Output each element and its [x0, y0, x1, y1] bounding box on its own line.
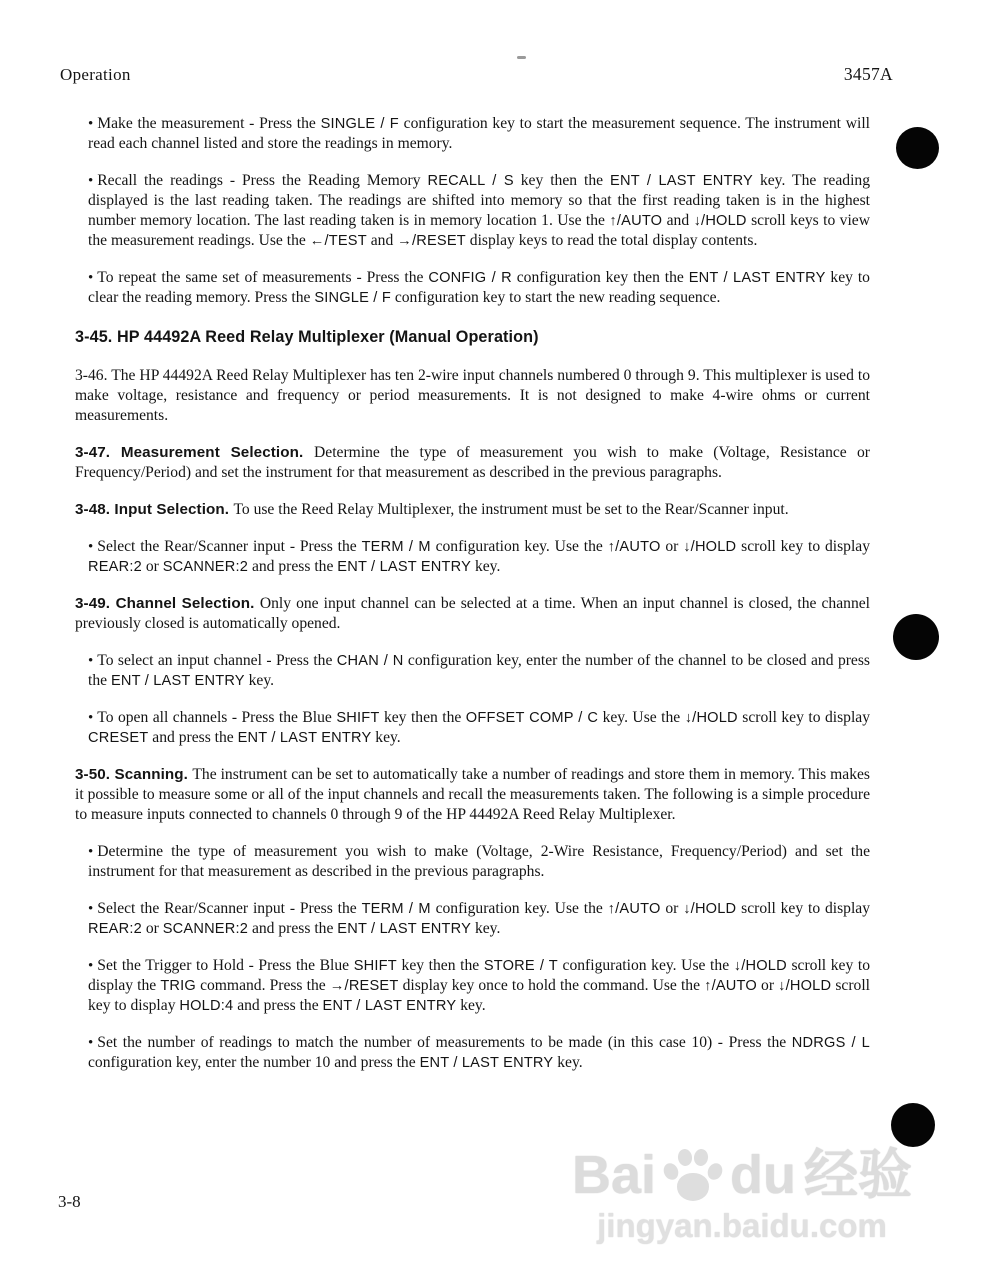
bullet-icon: • [88, 539, 94, 555]
bullet-item [75, 899, 870, 939]
body-text: Determine the type of measurement you wish to make (Voltage, 2-Wire Resistance, Frequency/Period) and set the instrument for that measurement as described in the previous paragraphs. [88, 843, 870, 880]
paragraph-lead: 3-48. Input Selection. [75, 501, 234, 518]
body-text: Select the Rear/Scanner input - Press the [97, 538, 362, 555]
body-text: key to clear the reading memory. Press the [88, 269, 870, 306]
instrument-key-label: ENT / LAST ENTRY [337, 921, 472, 937]
paragraph-lead: 3-47. Measurement Selection. [75, 444, 315, 461]
instrument-key-label: ENT / LAST ENTRY [610, 173, 753, 189]
baidu-logo-text-cn: 经验 [804, 1145, 913, 1205]
punch-hole-mark-top [896, 127, 939, 169]
instrument-key-label: SINGLE / F [320, 116, 399, 132]
baidu-logo [527, 1146, 957, 1204]
body-text: Determine the type of measurement you wish to make (Voltage, Resistance or Frequency/Period) and set the instrument for that measurement as described in the previous paragraphs. [75, 444, 871, 481]
body-text: and press the [248, 558, 338, 575]
instrument-key-label: SHIFT [353, 958, 397, 974]
body-text: Set the number of readings to match the number of measurements to be made (in this case 10) - Press the [97, 1034, 792, 1051]
paragraph [75, 765, 870, 825]
document-body [75, 114, 870, 1090]
instrument-key-label: SCANNER:2 [162, 921, 249, 937]
body-text: scroll key to display [736, 538, 871, 555]
body-text: To select an input channel - Press the [97, 652, 337, 669]
body-text: Set the Trigger to Hold - Press the Blue [97, 957, 354, 974]
page-number: 3-8 [58, 1192, 81, 1211]
bullet-item [75, 708, 870, 748]
instrument-key-label: ↓/HOLD [683, 901, 737, 917]
body-text: key. The reading displayed is the last reading taken. The readings are shifted into memory so that the first reading taken is in the highest number memory location. The last reading taken is in memory location 1. Use the [88, 172, 871, 229]
body-text: display keys to read the total display contents. [465, 232, 758, 249]
paragraph-lead: 3-49. Channel Selection. [75, 595, 260, 612]
instrument-key-label: SCANNER:2 [162, 559, 249, 575]
paragraph [75, 366, 870, 426]
bullet-icon: • [88, 710, 94, 726]
body-text: scroll key to display [736, 900, 871, 917]
scan-smudge-mark [517, 56, 526, 59]
bullet-icon: • [88, 958, 94, 974]
bullet-item [75, 537, 870, 577]
body-text: or [141, 558, 163, 575]
instrument-key-label: ENT / LAST ENTRY [419, 1055, 554, 1071]
baidu-logo-text-mid: du [730, 1145, 797, 1205]
instrument-key-label: ↓/HOLD [684, 710, 738, 726]
bullet-icon: • [88, 844, 94, 860]
body-text: Select the Rear/Scanner input - Press the [97, 900, 362, 917]
instrument-key-label: TERM / M [361, 539, 431, 555]
instrument-key-label: REAR:2 [88, 921, 142, 937]
bullet-item [75, 114, 870, 154]
instrument-key-label: ↑/AUTO [607, 901, 661, 917]
instrument-key-label: →/RESET [329, 978, 399, 994]
instrument-key-label: ↓/HOLD [693, 213, 747, 229]
baidu-watermark [527, 1146, 957, 1246]
instrument-key-label: ENT / LAST ENTRY [322, 998, 457, 1014]
instrument-key-label: ←/TEST [309, 233, 367, 249]
body-text: scroll key to display the [88, 957, 871, 994]
paw-icon [664, 1147, 722, 1203]
body-text: configuration key to start the measurement sequence. The instrument will read each channel listed and store the readings in memory. [88, 115, 870, 152]
body-text: configuration key, enter the number 10 and press the [88, 1054, 420, 1071]
body-text: scroll key to display [737, 709, 871, 726]
punch-hole-mark-bottom [891, 1103, 935, 1147]
bullet-item [75, 171, 870, 251]
instrument-key-label: ENT / LAST ENTRY [688, 270, 826, 286]
body-text: To repeat the same set of measurements - Press the [97, 269, 429, 286]
bullet-icon: • [88, 270, 94, 286]
instrument-key-label: HOLD:4 [179, 998, 234, 1014]
instrument-key-label: ↓/HOLD [733, 958, 787, 974]
instrument-key-label: OFFSET COMP / C [465, 710, 599, 726]
instrument-key-label: ENT / LAST ENTRY [337, 559, 472, 575]
body-text: configuration key to start the new reading sequence. [390, 289, 721, 306]
instrument-key-label: ENT / LAST ENTRY [110, 673, 245, 689]
instrument-key-label: →/RESET [397, 233, 466, 249]
body-text: scroll keys to view the measurement readings. Use the [88, 212, 870, 249]
body-text: and [662, 212, 694, 229]
paragraph [75, 500, 870, 520]
bullet-icon: • [88, 901, 94, 917]
watermark-url: jingyan.baidu.com [597, 1207, 887, 1244]
body-text: and press the [148, 729, 238, 746]
body-text: configuration key. Use the [557, 957, 734, 974]
body-text: Make the measurement - Press the [97, 115, 321, 132]
body-text: configuration key. Use the [430, 900, 608, 917]
header-section-label: Operation [60, 65, 131, 84]
instrument-key-label: ↑/AUTO [609, 213, 663, 229]
body-text: and [366, 232, 398, 249]
section-heading: 3-45. HP 44492A Reed Relay Multiplexer (Manual Operation) [75, 328, 539, 346]
body-text: key. Use the [598, 709, 685, 726]
instrument-key-label: SHIFT [336, 710, 380, 726]
instrument-key-label: STORE / T [483, 958, 558, 974]
instrument-key-label: ENT / LAST ENTRY [237, 730, 372, 746]
instrument-key-label: ↓/HOLD [778, 978, 832, 994]
instrument-key-label: NDRGS / L [791, 1035, 870, 1051]
instrument-key-label: TRIG [160, 978, 196, 994]
instrument-key-label: REAR:2 [88, 559, 142, 575]
body-text: configuration key then the [511, 269, 689, 286]
body-text: key then the [379, 709, 466, 726]
body-text: The instrument can be set to automatically take a number of readings and store them in memory. This makes it possible to measure some or all of the input channels and recall the measurements taken. The following is a simple procedure to measure inputs connected to channels 0 through 9 of the HP 44492A Reed Relay Multiplexer. [75, 766, 870, 823]
body-text: scroll key to display [88, 977, 870, 1014]
body-text: Recall the readings - Press the Reading Memory [97, 172, 428, 189]
instrument-key-label: CHAN / N [336, 653, 404, 669]
body-text: configuration key. Use the [430, 538, 608, 555]
bullet-icon: • [88, 173, 94, 189]
body-text: Only one input channel can be selected at a time. When an input channel is closed, the channel previously closed is automatically opened. [75, 595, 871, 632]
body-text: key then the [513, 172, 611, 189]
body-text: or [756, 977, 779, 994]
paragraph [75, 594, 870, 634]
page-header [60, 64, 893, 85]
bullet-item [75, 1033, 870, 1073]
bullet-item [75, 956, 870, 1016]
instrument-key-label: RECALL / S [427, 173, 514, 189]
paragraph [75, 443, 870, 483]
body-text: key then the [396, 957, 484, 974]
body-text: key. [471, 558, 501, 575]
bullet-item [75, 842, 870, 882]
instrument-key-label: CRESET [88, 730, 149, 746]
body-text: display key once to hold the command. Use the [398, 977, 705, 994]
baidu-logo-text-left: Bai [571, 1145, 657, 1205]
bullet-icon: • [88, 116, 94, 132]
body-text: key. [471, 920, 501, 937]
bullet-icon: • [88, 1035, 94, 1051]
body-text: or [660, 900, 684, 917]
paragraph-lead: 3-50. Scanning. [75, 766, 193, 783]
body-text: configuration key, enter the number of the channel to be closed and press the [88, 652, 870, 689]
body-text: key. [456, 997, 486, 1014]
body-text: To use the Reed Relay Multiplexer, the instrument must be set to the Rear/Scanner input. [233, 501, 789, 518]
bullet-item [75, 268, 870, 308]
body-text: and press the [233, 997, 323, 1014]
header-model-number: 3457A [843, 64, 893, 84]
instrument-key-label: CONFIG / R [428, 270, 512, 286]
body-text: and press the [248, 920, 338, 937]
body-text: command. Press the [195, 977, 330, 994]
body-text: key. [371, 729, 401, 746]
instrument-key-label: ↑/AUTO [704, 978, 757, 994]
bullet-icon: • [88, 653, 94, 669]
punch-hole-mark-middle [893, 614, 939, 660]
body-text: or [141, 920, 163, 937]
bullet-item [75, 651, 870, 691]
body-text: or [660, 538, 684, 555]
instrument-key-label: ↓/HOLD [683, 539, 737, 555]
instrument-key-label: ↑/AUTO [607, 539, 661, 555]
body-text: 3-46. The HP 44492A Reed Relay Multiplexer has ten 2-wire input channels numbered 0 through 9. This multiplexer is used to make voltage, resistance and frequency or period measurements. It is not designed to make 4-wire ohms or current measurements. [75, 367, 870, 424]
instrument-key-label: SINGLE / F [314, 290, 391, 306]
body-text: key. [553, 1054, 583, 1071]
instrument-key-label: TERM / M [361, 901, 431, 917]
body-text: To open all channels - Press the Blue [97, 709, 337, 726]
body-text: key. [244, 672, 275, 689]
